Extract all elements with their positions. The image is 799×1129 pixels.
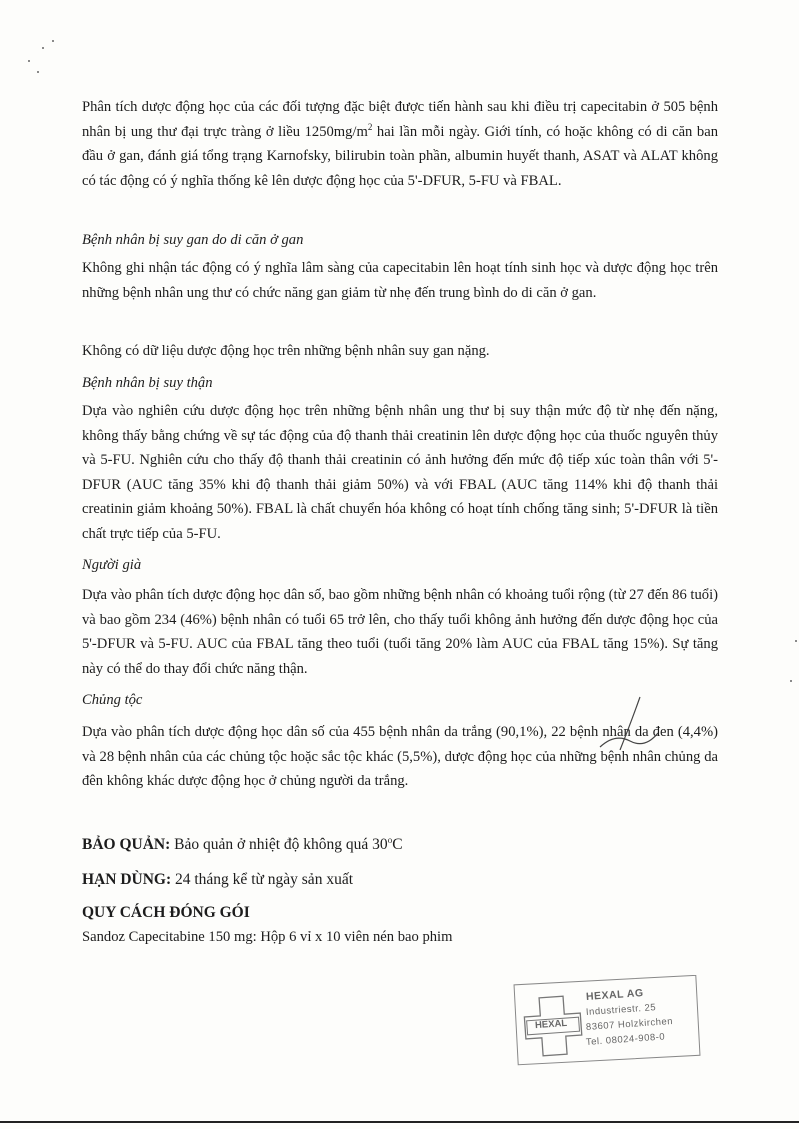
storage-line: [82, 834, 742, 856]
elderly-paragraph: Dựa vào phân tích dược động học dân số, bao gồm những bệnh nhân có khoảng tuổi rộng (từ 27 đến 86 tuổi) và bao gồm 234 (46%) bệnh nhân có tuổi 65 trở lên, cho thấy tuổi không ảnh hưởng đến dược động học của 5'-DFUR và 5-FU. AUC của FBAL tăng theo tuổi (tuổi tăng 20% làm AUC của FBAL tăng 15%). Sự tăng này có thể do thay đổi chức năng thận.: [82, 587, 718, 677]
intro-tail-text: hai lần mỗi ngày. Giới tính, có hoặc không có di căn ban đầu ở gan, đánh giá tổng trạng Karnofsky, bilirubin toàn phần, albumin huyết thanh, ASAT và ALAT không có tác động có ý nghĩa thống kê lên dược động học của 5'-DFUR, 5-FU và FBAL.: [82, 123, 718, 189]
kidney-heading: Bệnh nhân bị suy thận: [82, 375, 213, 391]
storage-text: Bảo quản ở nhiệt độ không quá 30: [170, 836, 388, 853]
stamp-company-name: HEXAL AG: [585, 986, 644, 1003]
shelf-life-label: HẠN DÙNG:: [82, 871, 172, 888]
kidney-paragraph: Dựa vào nghiên cứu dược động học trên những bệnh nhân ung thư bị suy thận mức độ từ nhẹ đến nặng, không thấy bằng chứng về sự tác động của độ thanh thải creatinin lên dược động học của thuốc nguyên thủy và 5-FU. Nghiên cứu cho thấy độ thanh thải creatinin có ảnh hưởng đến mức độ tiếp xúc toàn thân với 5'-DFUR (AUC tăng 35% khi độ thanh thải giảm 50%) và với FBAL (AUC tăng 114% khi độ thanh thải creatinin giảm khoảng 50%). FBAL là chất chuyển hóa không có hoạt tính chống tăng sinh; 5'-DFUR là tiền chất trực tiếp của 5-FU.: [82, 403, 718, 542]
storage-label: BẢO QUẢN:: [82, 836, 171, 853]
stamp-street: Industriestr. 25: [585, 1002, 657, 1018]
degree-sup: o: [387, 834, 393, 845]
stamp-logo-text: HEXAL: [534, 1017, 568, 1032]
page-bottom-rule: [0, 1121, 799, 1123]
storage-unit: C: [392, 836, 403, 853]
liver-heading: Bệnh nhân bị suy gan do di căn ở gan: [82, 232, 304, 248]
shelf-life-text: 24 tháng kể từ ngày sản xuất: [171, 871, 354, 888]
liver-paragraph-severe: Không có dữ liệu dược động học trên những bệnh nhân suy gan nặng.: [82, 343, 490, 359]
liver-paragraph: Không ghi nhận tác động có ý nghĩa lâm sàng của capecitabin lên hoạt tính sinh học và dược động học trên những bệnh nhân ung thư có chức năng gan giảm từ nhẹ đến trung bình do di căn ở gan.: [82, 260, 718, 301]
company-stamp: [513, 975, 703, 1075]
race-heading: Chủng tộc: [82, 692, 143, 708]
packaging-text: Sandoz Capecitabine 150 mg: Hộp 6 vỉ x 10 viên nén bao phim: [82, 929, 453, 945]
intro-superscript: 2: [367, 121, 373, 132]
race-paragraph: Dựa vào phân tích dược động học dân số của 455 bệnh nhân da trắng (90,1%), 22 bệnh nhân da đen (4,4%) và 28 bệnh nhân của các chủng tộc hoặc sắc tộc khác (5,5%), dược động học của những bệnh nhân chủng da đên không khác dược động học ở chủng người da trắng.: [82, 724, 718, 789]
stamp-phone: Tel. 08024-908-0: [585, 1031, 666, 1048]
intro-paragraph: [82, 95, 718, 193]
elderly-heading: Người già: [82, 557, 142, 573]
handwritten-mark: [590, 695, 670, 775]
packaging-heading: QUY CÁCH ĐÓNG GÓI: [82, 904, 250, 921]
stamp-city: 83607 Holzkirchen: [585, 1015, 674, 1033]
intro-text: Phân tích dược động học của các đối tượng đặc biệt được tiến hành sau khi điều trị capecitabin ở 505 bệnh nhân bị ung thư đại trực tràng ở liều 1250mg/m: [82, 99, 718, 140]
shelf-life-line: [82, 869, 742, 891]
